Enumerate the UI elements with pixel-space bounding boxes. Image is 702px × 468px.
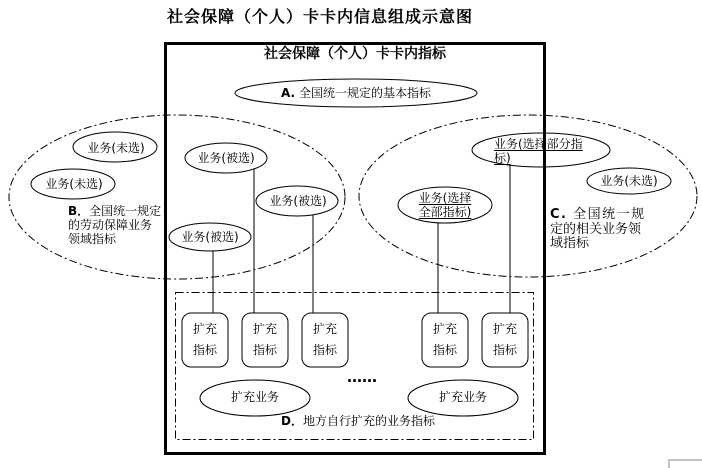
label-group-d [238, 414, 478, 428]
label-basic-prefix: A. [281, 86, 296, 100]
label-select-all-line2: 全部指标) [418, 205, 472, 219]
label-group-b-line1 [68, 204, 174, 218]
label-selected-2: 业务(被选) [269, 194, 327, 208]
label-expand-indicator-3 [302, 319, 348, 361]
label-select-all-line1: 业务(选择 [418, 191, 472, 205]
label-select-partial-line2: 标) [494, 151, 511, 165]
label-expand-indicator-1 [182, 319, 228, 361]
label-group-d-prefix: D． [281, 414, 303, 428]
label-group-b-prefix: B． [68, 204, 90, 218]
label-unselected-2: 业务(未选) [45, 177, 103, 191]
expand-indicator-5-line1: 扩充 [492, 322, 517, 336]
page-title: 社会保障（个人）卡卡内信息组成示意图 [166, 7, 473, 26]
label-group-c-line3: 域指标 [550, 236, 590, 251]
label-group-b-line2: 的劳动保障业务 [68, 218, 153, 232]
label-group-c-line1-text: 全国统一规 [567, 207, 646, 222]
label-basic-text: 全国统一规定的基本指标 [295, 86, 431, 100]
ellipsis-dots: …… [347, 368, 377, 386]
label-select-partial-line1: 业务(选择部分指 [494, 137, 583, 151]
card-box-title: 社会保障（个人）卡卡内指标 [264, 46, 446, 62]
expand-indicator-1-line1: 扩充 [192, 322, 217, 336]
label-group-d-text: 地方自行扩充的业务指标 [302, 414, 435, 428]
label-group-c [550, 208, 656, 252]
label-group-c-line2: 定的相关业务领 [550, 221, 642, 237]
label-group-c-line1 [550, 208, 656, 223]
expand-indicator-4-line2: 指标 [432, 343, 457, 357]
label-group-b-line3: 领域指标 [68, 232, 117, 246]
label-expand-indicator-2 [242, 319, 288, 361]
expand-indicator-2-line2: 指标 [252, 343, 277, 357]
expand-indicator-5-line2: 指标 [492, 343, 517, 357]
label-expand-indicator-4 [422, 319, 468, 361]
label-select-partial [494, 137, 598, 165]
expand-indicator-4-line1: 扩充 [432, 322, 457, 336]
expand-indicator-2-line1: 扩充 [252, 322, 277, 336]
label-unselected-3: 业务(未选) [600, 174, 658, 188]
label-expand-indicator-5 [482, 319, 528, 361]
label-basic-indicators [235, 86, 477, 100]
label-unselected-1: 业务(未选) [87, 141, 145, 155]
expand-indicator-3-line2: 指标 [312, 343, 337, 357]
label-select-all [398, 191, 492, 219]
label-expand-business-1: 扩充业务 [230, 390, 279, 404]
label-expand-business-2: 扩充业务 [438, 390, 487, 404]
label-selected-3: 业务(被选) [181, 230, 239, 244]
label-group-b [68, 204, 174, 246]
label-group-b-line1-text: 全国统一规定 [89, 204, 162, 218]
expand-indicator-1-line2: 指标 [192, 343, 217, 357]
expand-indicator-3-line1: 扩充 [312, 322, 337, 336]
table-corner-mark [669, 460, 702, 468]
label-group-c-prefix: C. [550, 207, 568, 222]
label-selected-1: 业务(被选) [197, 151, 255, 165]
